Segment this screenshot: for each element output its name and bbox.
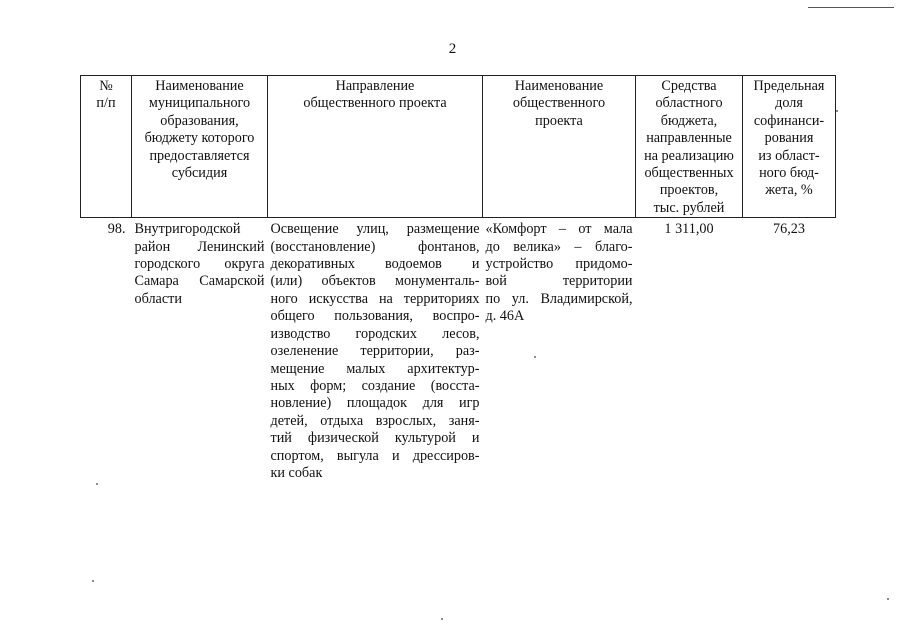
municipality-line: области — [134, 290, 182, 307]
municipality-line: городского округа — [134, 256, 265, 273]
row-number: 98. — [107, 221, 126, 238]
scan-speck — [441, 618, 443, 620]
scan-speck — [92, 580, 94, 582]
row-funds: 1 311,00 — [664, 221, 714, 238]
direction-line: изводство городских лесов, — [270, 325, 480, 342]
direction-line: Освещение улиц, размещение — [270, 221, 480, 238]
table-header-row — [81, 76, 836, 218]
page-number: 2 — [448, 41, 457, 57]
row-project-name — [483, 218, 636, 483]
scan-speck — [96, 483, 98, 485]
municipality-line: Внутригородской — [134, 221, 241, 238]
direction-line: тий физической культурой и — [270, 430, 480, 447]
municipality-line: район Ленинский — [134, 238, 265, 255]
project-line: устройство придомо- — [485, 256, 633, 273]
direction-line: озеленение территории, раз- — [270, 343, 480, 360]
header-number: № п/п — [81, 76, 132, 218]
direction-line: детей, отдыха взрослых, заня- — [270, 412, 480, 429]
table-row — [81, 218, 836, 483]
top-rule — [808, 7, 894, 8]
direction-line: спортом, выгула и дрессиров- — [270, 447, 480, 464]
scan-speck — [836, 110, 838, 112]
direction-line: (или) объектов монументаль- — [270, 273, 480, 290]
header-direction: Направление общественного проекта — [268, 76, 483, 218]
scan-speck — [534, 356, 536, 358]
header-project-name: Наименование общественного проекта — [483, 76, 636, 218]
row-direction — [268, 218, 483, 483]
header-funds: Средства областного бюджета, направленные на реализацию общественных проектов, тыс. рублей — [636, 76, 743, 218]
municipality-line: Самара Самарской — [134, 273, 265, 290]
header-share: Предельная доля софинанси- рования из област- ного бюд- жета, % — [743, 76, 836, 218]
project-line: до велика» – благо- — [485, 238, 633, 255]
direction-line: (восстановление) фонтанов, — [270, 238, 480, 255]
direction-line: новление) площадок для игр — [270, 395, 480, 412]
header-municipality: Наименование муниципального образования, бюджету которого предоставляется субсидия — [132, 76, 268, 218]
direction-line: общего пользования, воспро- — [270, 308, 480, 325]
direction-line: ных форм; создание (восста- — [270, 377, 480, 394]
project-line: д. 46А — [485, 308, 525, 325]
row-municipality — [132, 218, 268, 483]
direction-line: ного искусства на территориях — [270, 290, 480, 307]
direction-line: ки собак — [270, 464, 323, 481]
subsidy-table — [80, 75, 836, 482]
project-line: вой территории — [485, 273, 633, 290]
project-line: по ул. Владимирской, — [485, 290, 633, 307]
row-share: 76,23 — [773, 221, 805, 238]
project-line: «Комфорт – от мала — [485, 221, 633, 238]
scan-speck — [887, 598, 889, 600]
direction-line: мещение малых архитектур- — [270, 360, 480, 377]
direction-line: декоративных водоемов и — [270, 256, 480, 273]
